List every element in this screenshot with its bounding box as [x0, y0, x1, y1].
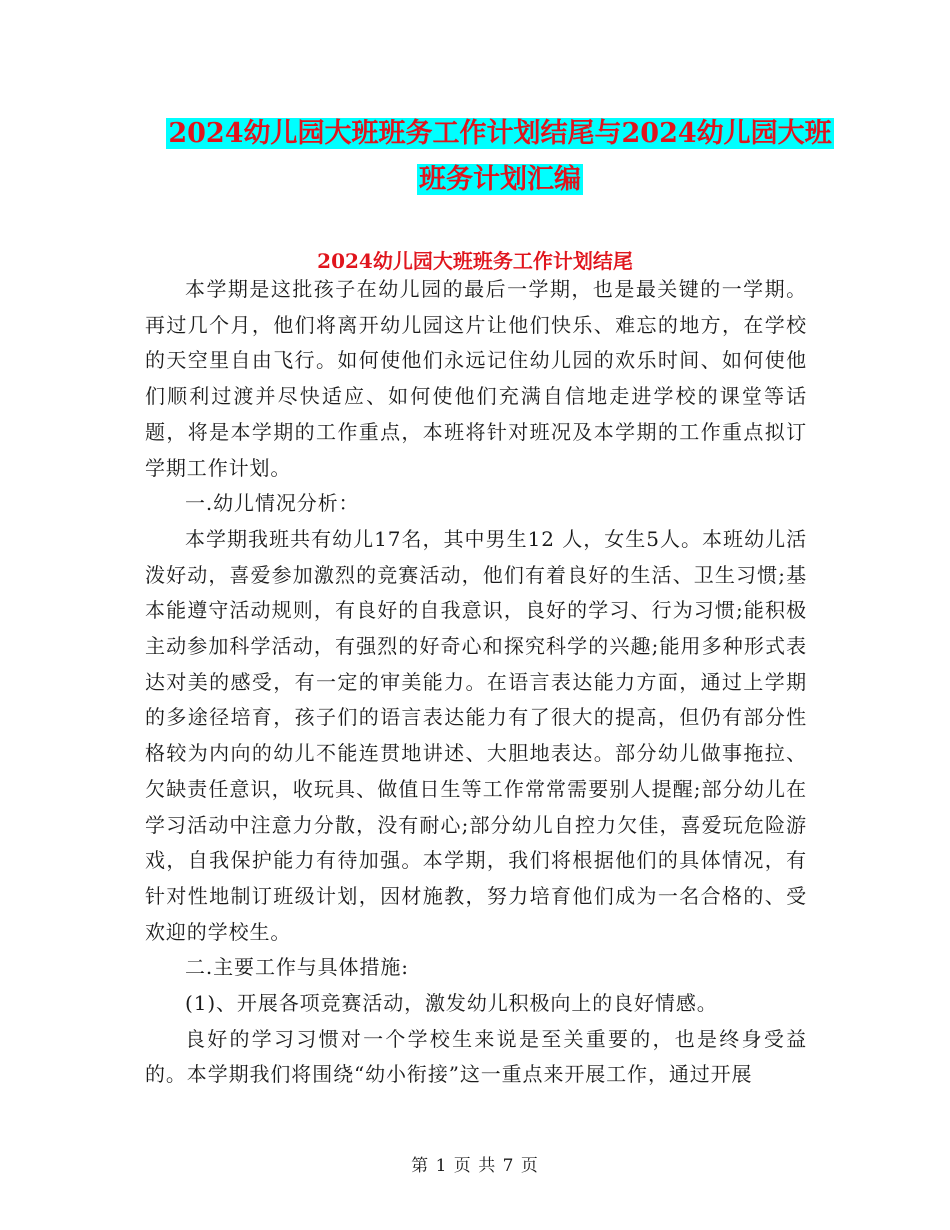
paragraph-intro: 本学期是这批孩子在幼儿园的最后一学期，也是最关键的一学期。再过几个月，他们将离开幼儿园这片让他们快乐、难忘的地方，在学校的天空里自由飞行。如何使他们永远记住幼儿园的欢乐时间、如何使他们顺利过渡并尽快适应、如何使他们充满自信地走进学校的课堂等话题，将是本学期的工作重点，本班将针对班况及本学期的工作重点拟订学期工作计划。: [145, 277, 807, 480]
paragraph-study-habits: 良好的学习习惯对一个学校生来说是至关重要的，也是终身受益的。本学期我们将围绕“幼小衔接”这一重点来开展工作，通过开展: [145, 1026, 807, 1087]
heading-child-analysis: 一.幼儿情况分析：: [185, 491, 360, 516]
section-title: 2024幼儿园大班班务工作计划结尾: [317, 249, 633, 273]
heading-main-work: 二.主要工作与具体措施:: [185, 955, 409, 980]
paragraph-child-analysis: 本学期我班共有幼儿17名，其中男生12 人，女生5人。本班幼儿活泼好动，喜爱参加激烈的竞赛活动，他们有着良好的生活、卫生习惯;基本能遵守活动规则，有良好的自我意识，良好的学习、行为习惯;能积极主动参加科学活动，有强烈的好奇心和探究科学的兴趣;能用多种形式表达对美的感受，有一定的审美能力。在语言表达能力方面，通过上学期的多途径培育，孩子们的语言表达能力有了很大的提高，但仍有部分性格较为内向的幼儿不能连贯地讲述、大胆地表达。部分幼儿做事拖拉、欠缺责任意识，收玩具、做值日生等工作常常需要别人提醒;部分幼儿在学习活动中注意力分散，没有耐心;部分幼儿自控力欠佳，喜爱玩危险游戏，自我保护能力有待加强。本学期，我们将根据他们的具体情况，有针对性地制订班级计划，因材施教，努力培育他们成为一名合格的、受欢迎的学校生。: [145, 526, 807, 944]
document-title-line2: 班务计划汇编: [419, 164, 581, 195]
document-body: [145, 272, 807, 1093]
document-title-line1: 2024幼儿园大班班务工作计划结尾与2024幼儿园大班: [168, 118, 832, 149]
page-footer: 第 1 页 共 7 页: [411, 1156, 539, 1176]
subheading-competition: (1)、开展各项竞赛活动，激发幼儿积极向上的良好情感。: [185, 991, 718, 1016]
document-title: [150, 111, 850, 203]
